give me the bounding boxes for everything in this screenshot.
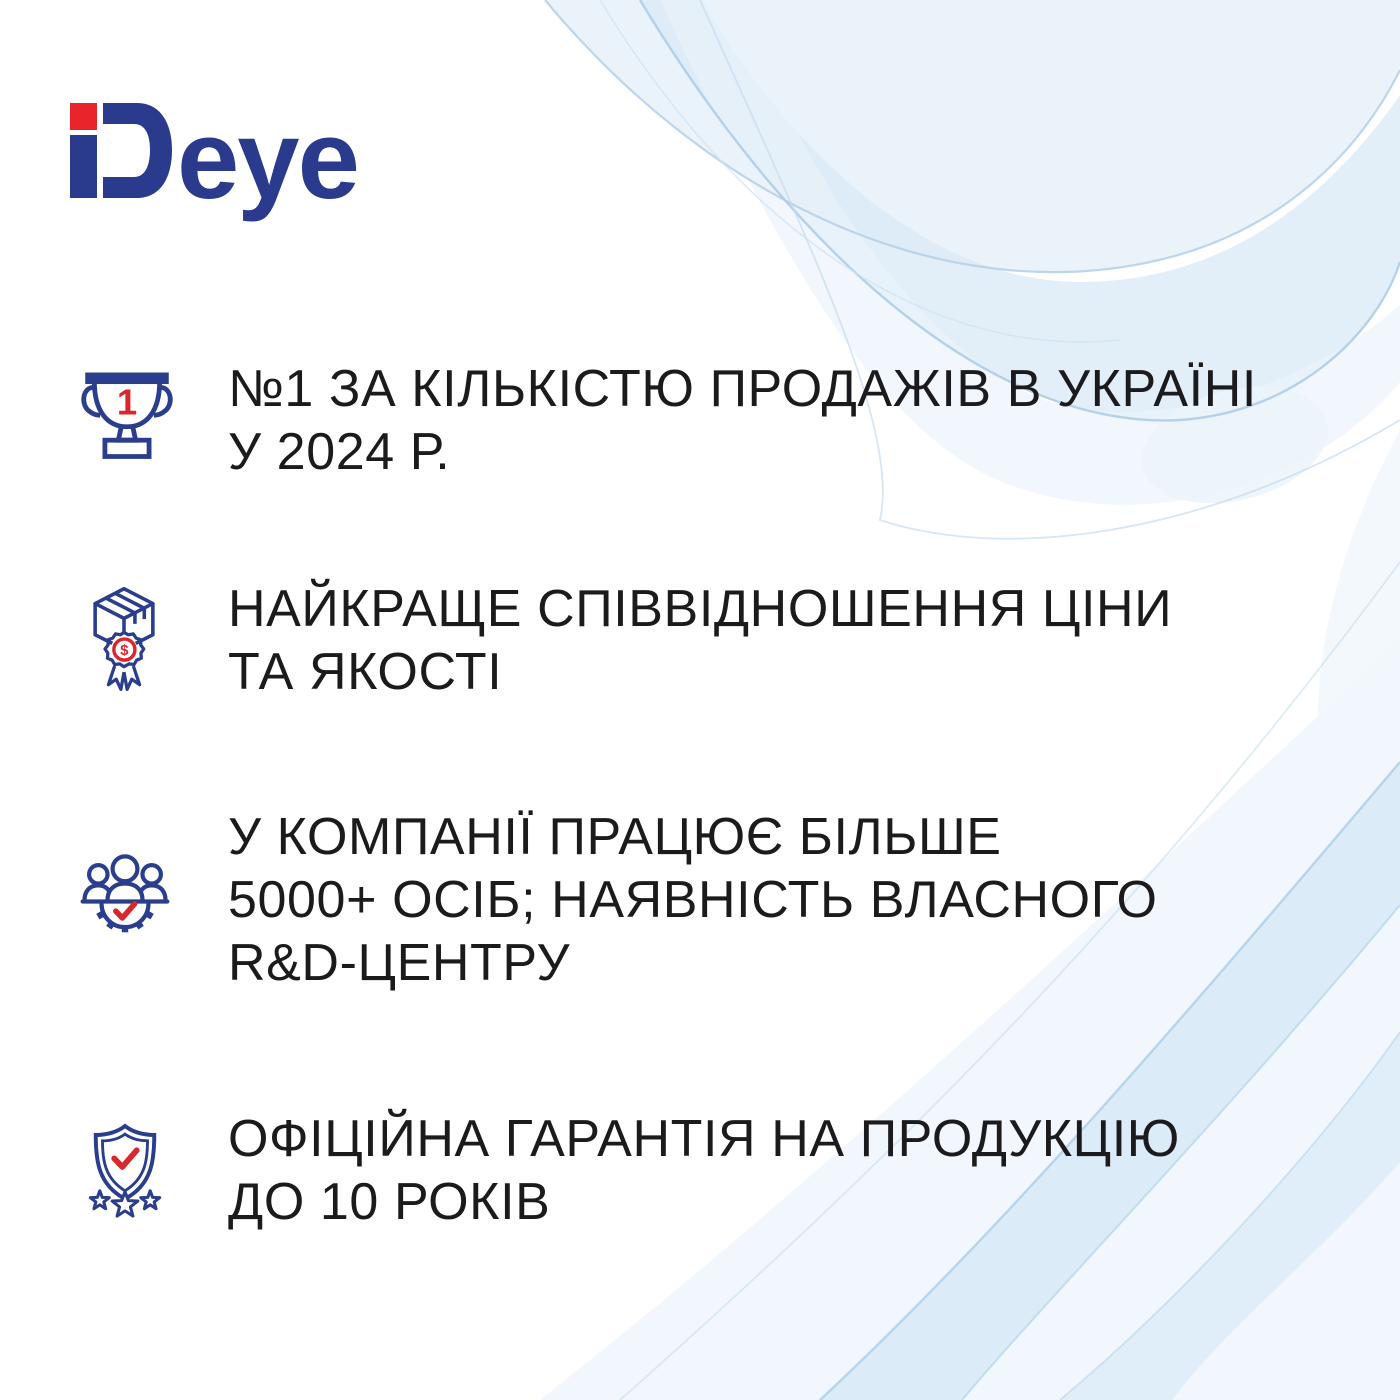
feature-row-sales-leader (65, 358, 1370, 484)
logo-i-stem (70, 135, 97, 198)
shield-check-icon (65, 1118, 228, 1224)
feature-line: 5000+ ОСІБ; НАЯВНІСТЬ ВЛАСНОГО (228, 871, 1158, 929)
feature-text-price-quality (228, 578, 1172, 704)
feature-line: ТА ЯКОСТІ (228, 643, 503, 701)
feature-text-company-team (228, 806, 1158, 995)
feature-line: НАЙКРАЩЕ СПІВВІДНОШЕННЯ ЦІНИ (228, 580, 1173, 638)
trophy-number: 1 (116, 381, 138, 423)
team-gear-icon (65, 850, 228, 952)
feature-line: ДО 10 РОКІВ (228, 1173, 551, 1231)
feature-line: У КОМПАНІЇ ПРАЦЮЄ БІЛЬШЕ (228, 808, 1002, 866)
feature-row-warranty (65, 1108, 1370, 1234)
feature-line: №1 ЗА КІЛЬКІСТЮ ПРОДАЖІВ В УКРАЇНІ (228, 360, 1257, 418)
feature-line: У 2024 Р. (228, 423, 451, 481)
feature-line: ОФІЦІЙНА ГАРАНТІЯ НА ПРОДУКЦІЮ (228, 1110, 1180, 1168)
feature-line: R&D-ЦЕНТРУ (228, 934, 571, 992)
logo-wordmark: eye (177, 98, 358, 222)
deye-logo (65, 98, 375, 233)
feature-text-sales-leader (228, 358, 1257, 484)
logo-red-square-icon (70, 103, 97, 130)
feature-row-company-team (65, 806, 1370, 995)
package-medal-icon (65, 584, 228, 698)
feature-row-price-quality (65, 578, 1370, 704)
logo-d-bowl (103, 103, 172, 198)
trophy-icon (65, 367, 228, 475)
feature-text-warranty (228, 1108, 1180, 1234)
medal-currency: $ (120, 643, 129, 660)
